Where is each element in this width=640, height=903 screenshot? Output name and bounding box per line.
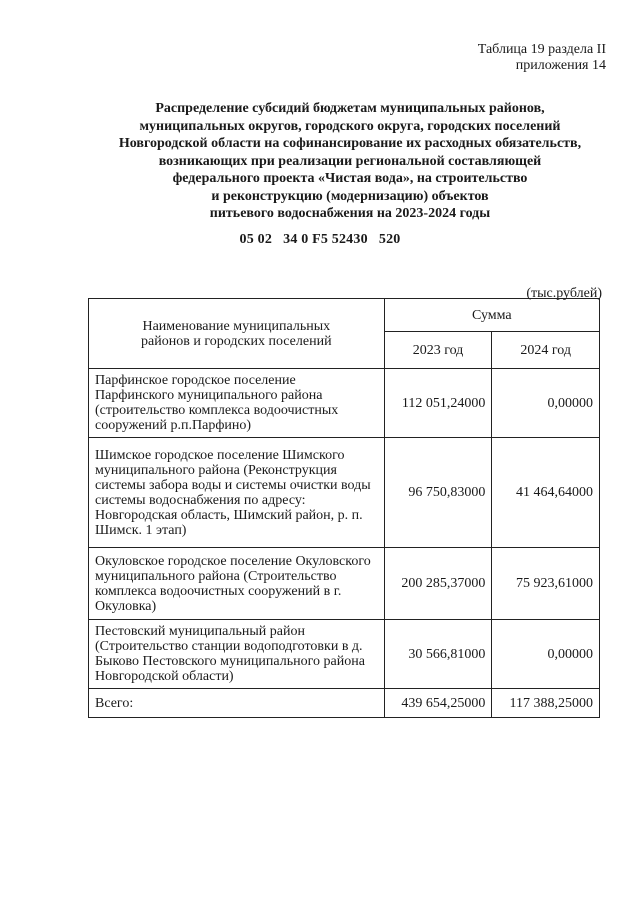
row-value-2023: 96 750,83000	[384, 438, 492, 548]
units-label: (тыс.рублей)	[526, 286, 602, 301]
row-value-2023: 30 566,81000	[384, 620, 492, 689]
row-value-2023: 200 285,37000	[384, 548, 492, 620]
row-value-2023: 112 051,24000	[384, 369, 492, 438]
table-total-row	[89, 689, 600, 718]
row-value-2024: 0,00000	[492, 369, 600, 438]
title-line: и реконструкцию (модернизацию) объектов	[211, 188, 489, 204]
column-header-sum: Сумма	[384, 299, 599, 332]
appendix-reference-line: приложения 14	[515, 58, 606, 73]
table-row	[89, 548, 600, 620]
column-header-2023: 2023 год	[384, 332, 492, 369]
table-row	[89, 369, 600, 438]
subsidy-table	[88, 298, 600, 718]
title-line: питьевого водоснабжения на 2023-2024 годы	[209, 206, 491, 221]
table-row	[89, 438, 600, 548]
title-line: Новгородской области на софинансирование их расходных обязательств,	[118, 136, 582, 151]
row-name: Пестовский муниципальный район (Строительство станции водоподготовки в д. Быково Пестовского муниципального района Новгородской области)	[89, 620, 385, 689]
document-title	[60, 100, 640, 223]
table-reference-note	[478, 42, 606, 74]
title-line: муниципальных округов, городского округа, городских поселений	[139, 118, 561, 134]
column-header-name: Наименование муниципальных районов и городских поселений	[89, 299, 385, 369]
budget-classification-code: 05 02 34 0 F5 52430 520	[239, 232, 401, 247]
row-value-2024: 41 464,64000	[492, 438, 600, 548]
total-label: Всего:	[89, 689, 385, 718]
row-value-2024: 0,00000	[492, 620, 600, 689]
title-line: возникающих при реализации региональной составляющей	[158, 153, 542, 169]
column-header-2024: 2024 год	[492, 332, 600, 369]
total-value-2024: 117 388,25000	[492, 689, 600, 718]
row-name: Окуловское городское поселение Окуловского муниципального района (Строительство комплекса водоочистных сооружений в г. Окуловка)	[89, 548, 385, 620]
title-line: Распределение субсидий бюджетам муниципальных районов,	[155, 101, 545, 116]
row-name: Шимское городское поселение Шимского муниципального района (Реконструкция системы забора воды и системы очистки воды системы водоснабжения по адресу: Новгородская область, Шимский район, р. п. Шимск. 1 этап)	[89, 438, 385, 548]
total-value-2023: 439 654,25000	[384, 689, 492, 718]
row-value-2024: 75 923,61000	[492, 548, 600, 620]
table-reference-line: Таблица 19 раздела II	[477, 42, 606, 57]
table-row	[89, 620, 600, 689]
title-line: федерального проекта «Чистая вода», на строительство	[172, 171, 528, 186]
row-name: Парфинское городское поселение Парфинского муниципального района (строительство комплекса водоочистных сооружений р.п.Парфино)	[89, 369, 385, 438]
table-header-row	[89, 299, 600, 332]
